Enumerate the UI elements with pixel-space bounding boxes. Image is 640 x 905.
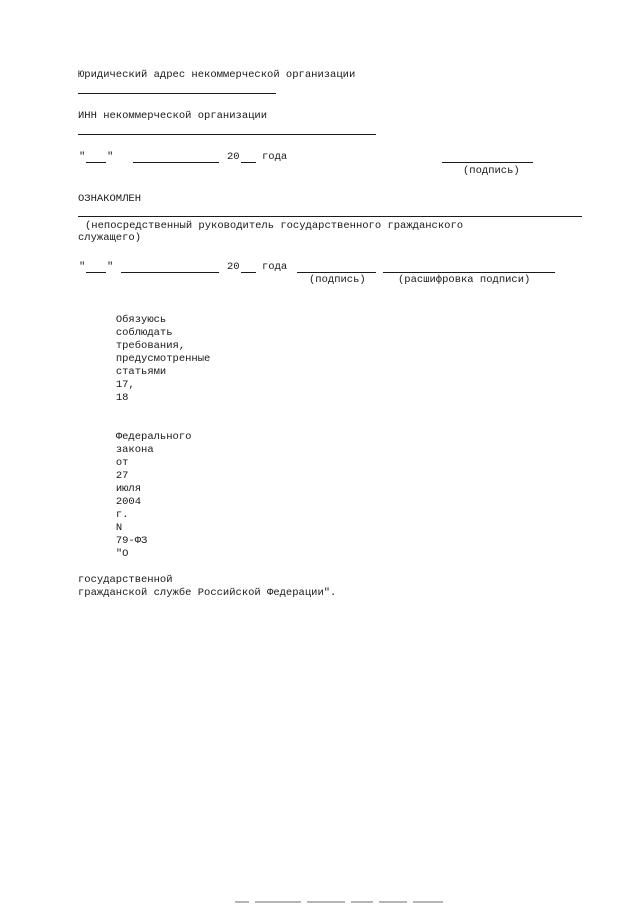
acquainted-heading: ОЗНАКОМЛЕН	[78, 193, 142, 205]
acquainted-caption-line2: служащего)	[78, 232, 142, 244]
date1-day-line[interactable]	[86, 162, 106, 163]
date1-year-line[interactable]	[241, 162, 256, 163]
obligation-word: от	[115, 457, 129, 469]
obligation-word: "О	[115, 548, 129, 560]
legal-address-fill-line[interactable]	[78, 93, 276, 94]
date1-year-word: года	[262, 151, 288, 163]
obligation-word: г.	[115, 509, 129, 521]
inn-label: ИНН некоммерческой организации	[78, 110, 268, 122]
obligation-word: Федерального	[115, 431, 192, 443]
obligation-word: требования,	[115, 340, 186, 352]
obligation-line-1	[78, 301, 564, 418]
footer-scan-marks	[235, 901, 445, 903]
obligation-word: 79-ФЗ	[115, 535, 148, 547]
obligation-paragraph	[78, 301, 564, 600]
obligation-word: 27	[115, 470, 129, 482]
date2-year-line[interactable]	[241, 272, 256, 273]
obligation-word: 18	[115, 392, 129, 404]
acquainted-fill-line[interactable]	[78, 216, 582, 217]
date2-day-line[interactable]	[86, 272, 106, 273]
obligation-word: закона	[115, 444, 154, 456]
date2-decoding-line[interactable]	[383, 272, 555, 273]
date2-signature-line[interactable]	[297, 272, 376, 273]
date1-quote-open: "	[79, 151, 86, 163]
obligation-word: июля	[115, 483, 142, 495]
acquainted-caption-line1: (непосредственный руководитель государственного гражданского	[85, 220, 464, 232]
date1-month-line[interactable]	[133, 162, 219, 163]
obligation-word: 17,	[115, 379, 135, 391]
date1-signature-line[interactable]	[442, 162, 533, 163]
obligation-word: предусмотренные	[115, 353, 211, 365]
date2-century: 20	[227, 261, 240, 273]
obligation-line-4: гражданской службе Российской Федерации".	[78, 587, 337, 599]
obligation-word: соблюдать	[115, 327, 173, 339]
obligation-word: статьями	[115, 366, 167, 378]
obligation-line-2	[78, 418, 498, 574]
obligation-word: N	[115, 522, 123, 534]
obligation-word: 2004	[115, 496, 142, 508]
date2-signature-caption: (подпись)	[309, 274, 366, 286]
inn-fill-line[interactable]	[78, 134, 376, 135]
date2-year-word: года	[262, 261, 288, 273]
legal-address-label: Юридический адрес некоммерческой организации	[78, 69, 356, 81]
date2-quote-open: "	[79, 261, 86, 273]
date1-quote-close: "	[107, 151, 114, 163]
obligation-word: Обязуюсь	[115, 314, 167, 326]
date1-signature-caption: (подпись)	[463, 165, 520, 177]
date2-month-line[interactable]	[121, 272, 219, 273]
date2-decoding-caption: (расшифровка подписи)	[398, 274, 531, 286]
date1-century: 20	[227, 151, 240, 163]
date2-quote-close: "	[107, 261, 114, 273]
obligation-line-3: государственной	[78, 574, 173, 586]
